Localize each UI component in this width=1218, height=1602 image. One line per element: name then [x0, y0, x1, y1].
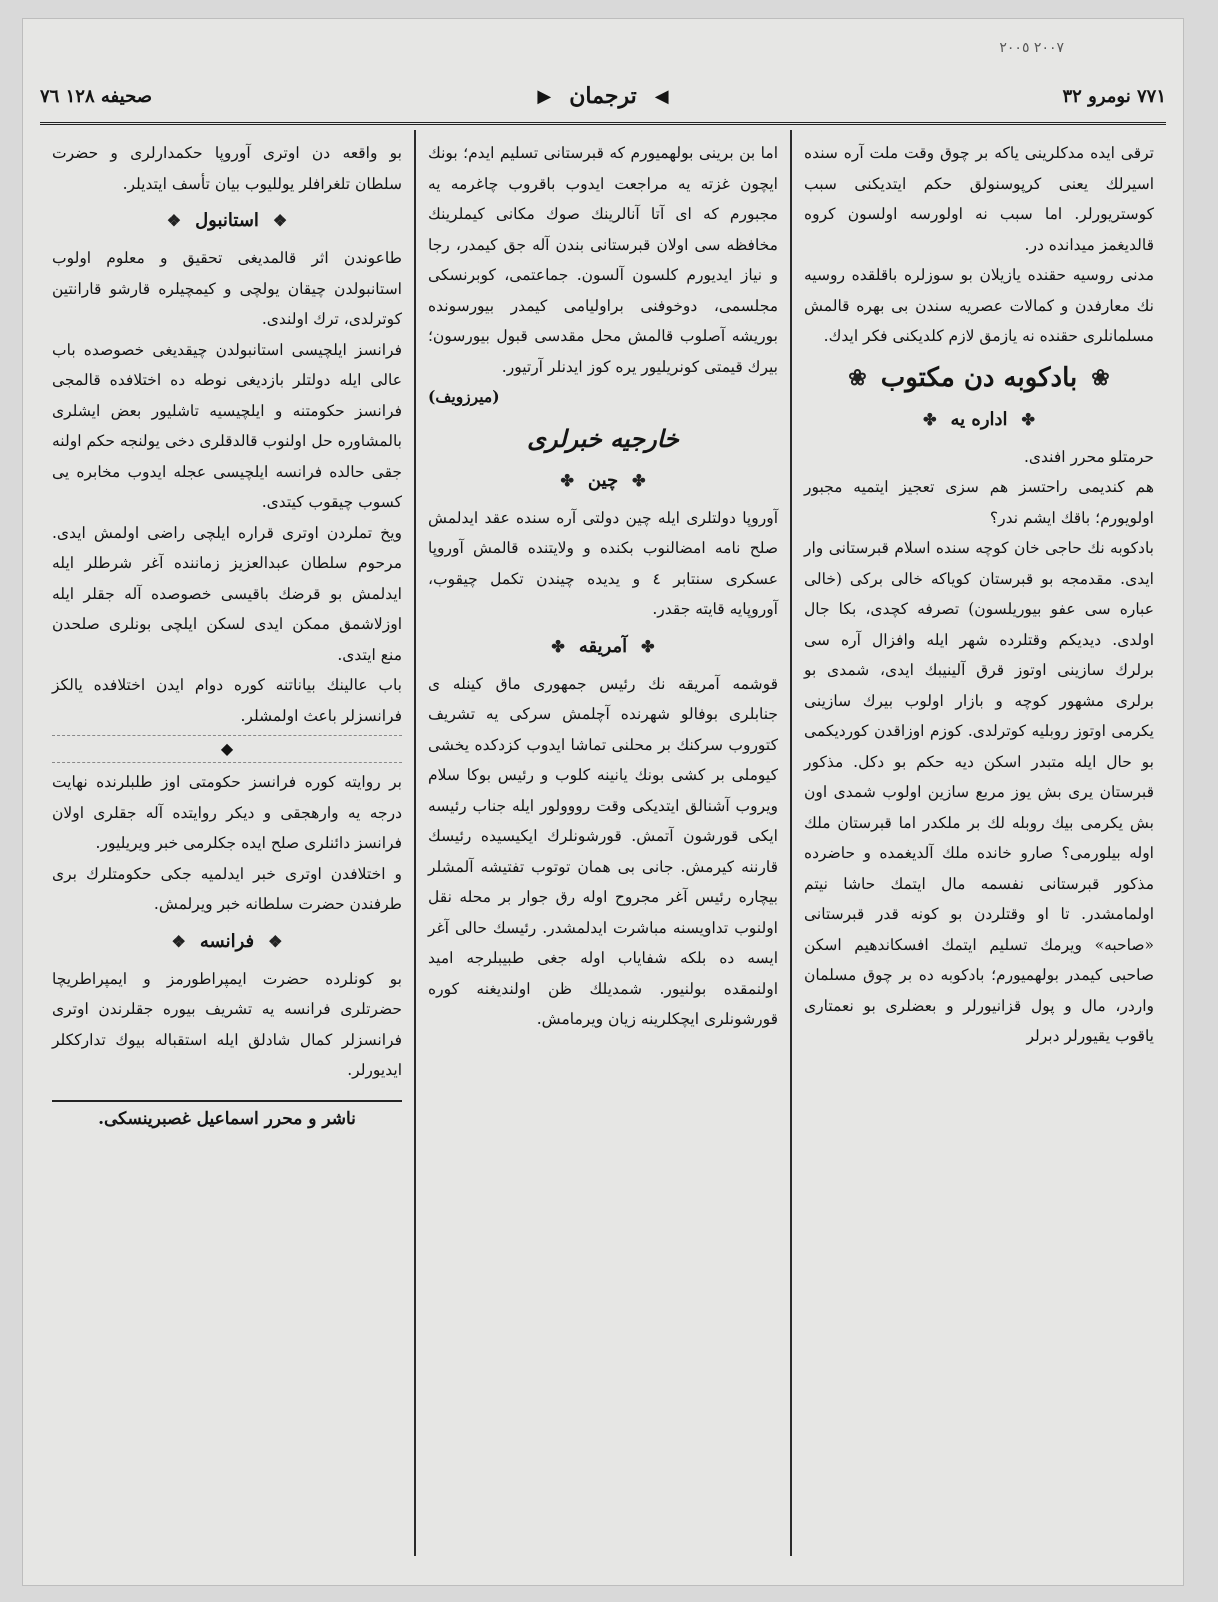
publisher-footer: ناشر و محرر اسماعيل غصبرينسكی. [98, 1108, 356, 1129]
section-divider [52, 735, 402, 763]
signature: (ميرزويف) [428, 387, 500, 406]
page-label-text: صحيفه ١٢٨ [65, 85, 152, 107]
ornament-icon: ✤ [560, 470, 574, 490]
paragraph: اما بن برينی بولهميورم كه قبرستانی تسليم ايدم؛ بونك ايچون غزته يه مراجعت ايدوب باقروب چاغرمه يه مجبورم كه ای آتا آنالرينك صوك مكانی كيملرينك مخافظه سی اولان قبرستانی بندن آله جق كيمدر، رجا و نياز ايديورم كلسون آلسون. جماعتمی، كوبرنسكی مجلسمی، دوخوفنی براوليامی كيمدر بيورسونده بوريشه آصلوب قالمش محل مقدسی قبول بيورسون؛ بيرك قيمتی كونريليور يره كوز ايدنلر آرتيور. [428, 144, 778, 376]
ornament-icon: ✤ [1021, 409, 1035, 429]
heading-text: بادكوبه دن مكتوب [880, 362, 1078, 393]
page-number: ٧٦ [40, 85, 60, 107]
ornament-icon: ❀ [848, 364, 867, 391]
columns [40, 130, 1166, 1556]
issue-number: ٧٧١ [1136, 85, 1166, 107]
heading-text: چين [587, 469, 619, 491]
ornament-icon: ❖ [171, 931, 186, 951]
salutation: حرمتلو محرر افندی. [1023, 447, 1154, 466]
ornament-icon: ❀ [1091, 364, 1110, 391]
ornament-icon: ❖ [268, 931, 283, 951]
heading-text: فرانسه [199, 930, 255, 952]
paragraph: بر روايته كوره فرانسز حكومتی اوز طلبلرنده نهايت درجه يه وارهجقی و ديكر روايتده آله جقلری اولان فرانسز دائنلری صلح ايده جكلرمی خبر ويريليور. [52, 773, 402, 852]
section-title: خارجيه خبرلری [527, 423, 679, 453]
heading-text: استانبول [195, 210, 259, 231]
paragraph: طاعوندن اثر قالمديغی تحقيق و معلوم اولوب استانبولدن چيقان يولچی و كيمچيلره قارشو قارانتين كوترلدی، ترك اولندی. [52, 249, 402, 328]
title-text: ترجمان [569, 83, 637, 109]
paragraph: باب عالينك بياناتنه كوره دوام ايدن اختلافده يالكز فرانسزلر باعث اولمشلر. [52, 676, 402, 725]
heading-text: اداره يه [950, 408, 1008, 430]
ornament-icon: ✤ [551, 636, 565, 656]
paragraph: هم كنديمی راحتسز هم سزی تعجيز ايتميه مجبور اولويورم؛ باقك ايشم ندر؟ [804, 478, 1154, 527]
paragraph: آوروپا دولتلری ايله چين دولتی آره سنده عقد ايدلمش صلح نامه امضالنوب بكنده و ولايتنده قالمش آوروپا عسكری سنتابر ٤ و يديده چيندن تكمل چيقوب، آوروپايه قايته جقدر. [428, 508, 779, 618]
ornament-icon: ◀ [654, 85, 669, 107]
column-middle [416, 130, 792, 1556]
ornament-icon: ❖ [166, 211, 182, 230]
france-heading [52, 926, 402, 958]
newspaper-page [22, 18, 1184, 1586]
istanbul-heading [52, 205, 402, 237]
paragraph: و اختلافدن اوتری خبر ايدلميه جكی حكومتلرك بری طرفندن حضرت سلطانه خبر ويرلمش. [52, 864, 402, 913]
paragraph: ترقی ايده مدكلرينی ياكه بر چوق وقت ملت آره سنده اسيرلك يعنی كرپوسنولق حكم ايتديكنی سبب كوستريورلر. اما سبب نه اولورسه اولسون كروه قالديغمز ميدانده در. [804, 144, 1154, 254]
masthead-rule [40, 122, 1166, 125]
paragraph: فرانسز ايلچيسی استانبولدن چيقديغی خصوصده باب عالی ايله دولتلر بازديغی نوطه ده اختلافده قالمجی فرانسز حكومتنه و ايلچيسيه تاشليور بعض ايشلری بالمشاوره حل اولنوب قالدقلری دخی يولنجه حكم اولنه جقی حالده فرانسه ايلچيسی عجله ايدوب مخابره يی كسوب چيقوب كيتدی. [52, 340, 402, 511]
heading-text: آمريقه [578, 635, 628, 657]
masthead [40, 74, 1166, 118]
issue-label-text: نومرو ٣٢ [1062, 85, 1131, 107]
ornament-icon: ▶ [537, 85, 552, 107]
column-right [792, 130, 1166, 1556]
ornament-icon: ✤ [641, 636, 655, 656]
america-heading [428, 631, 778, 663]
newspaper-title [537, 83, 668, 109]
ornament-icon: ✤ [923, 409, 937, 429]
paragraph: بو كونلرده حضرت ايمپراطورمز و ايمپراطريچا حضرتلری فرانسه يه تشريف بيوره جقلرندن اوتری فرانسزلر كمال شادلق ايله استقباله بيوك تدارككلر ايديورلر. [52, 969, 402, 1079]
handwritten-page-note: ٢٠٠٧ ٢٠٠٥ [999, 40, 1064, 56]
section-heading [804, 358, 1154, 398]
china-heading [428, 465, 778, 497]
paragraph: بادكوبه نك حاجی خان كوچه سنده اسلام قبرستانی وار ايدی. مقدمجه بو قبرستان كوياكه خالی بركی (خالی عباره سی عفو بيوريلسون) تصرفه كچدی، بكا جال اولدی. ديديكم وقتلرده شهر ايله وافزال آره سی برلرك سازينی اوتوز قرق آلينيبك ايدی، شمدی بو برلری مشهور كوچه و بازار اولوب بيرك سازينی يكرمی اوتوز روبليه كوترلدی. كوزم اوزاقدن كورديكمی بو حال ايله متبدر اسكن ديه حكم بو دكل. مذكور قبرستان يری بش يوز مربع سازين اولوب شمدی اون بش يكرمی بيك روبله لك بر ملكدر اما قبرستان ملك اوله بيلورمی؟ صارو خانده ملك آلديغمده و حاضرده مذكور قبرستانی نفسمه مال ايتمك حاشا نيتم اولمامشدر. تا او وقتلردن بو كونه قدر قبرستانی «صاحبه» ويرمك تسليم ايتمك افسكاندهيم اسكن صاحبی كيمدر بولهميورم؛ بادكوبه ده بر چوق مسلمان واردر، مال و پول قزانيورلر و بعضلری بو نعمتاری ياقوب يقيورلر دبرلر [804, 539, 1154, 1045]
paragraph: ويخ تملردن اوتری قراره ايلچی راضی اولمش ايدی. مرحوم سلطان عبدالعزيز زماننده آغر شرطلر ايله ايدلمش بو قرضك باقيسی خصوصده آله جقلر ايله اوزلاشمق ممكن ايدی لسكن ايلچی بونلری صلحدن منع ايتدی. [52, 523, 402, 664]
paragraph: بو واقعه دن اوتری آوروپا حكمدارلری و حضرت سلطان تلغرافلر يولليوب بيان تأسف ايتديلر. [52, 144, 402, 193]
column-left [40, 130, 416, 1556]
paragraph: قوشمه آمريقه نك رئيس جمهوری ماق كينله ی جنابلری بوفالو شهرنده آچلمش سركی يه تشريف كتوروب سركنك بر محلنی تماشا ايدوب كزدكده يخشی كيوملی بر كشی بونك يانينه كلوب و رئيس بوكا سلام ويروب آشنالق ايتديكی وقت رووولور ايله جناب رئيسه ايكی قورشون آتمش. قورشونلرك ايكيسيده رئيسك قارننه كيرمش. جانی بی همان توتوب تفتيشه آلمشلر بيچاره رئيس آغر مجروح اوله رق جوار بر محله نقل اولنوب تداويسنه مباشرت ايدلمشدر. رئيسك حالی آغر ايسه ده بلكه شفاياب اوله جغی طبيبلرجه اميد اولنمقده بولنيور. شمديلك ظن اولندیغنه كوره قورشونلری ايچكلرينه زيان ويرمامش. [428, 674, 778, 1028]
diamond-ornament-icon: ◆ [220, 739, 234, 758]
issue-label [1063, 86, 1166, 107]
paragraph: مدنی روسيه حقنده يازيلان بو سوزلره باقلقده روسيه نك معارفدن و كمالات عصريه سندن بی بهره قالمش مسلمانلری حقنده نه يازمق لازم كلديكنی فكر ايدك. [804, 266, 1154, 345]
ornament-icon: ✤ [632, 470, 646, 490]
subsection-heading [804, 404, 1154, 436]
ornament-icon: ❖ [272, 211, 288, 230]
page-label [40, 86, 152, 107]
